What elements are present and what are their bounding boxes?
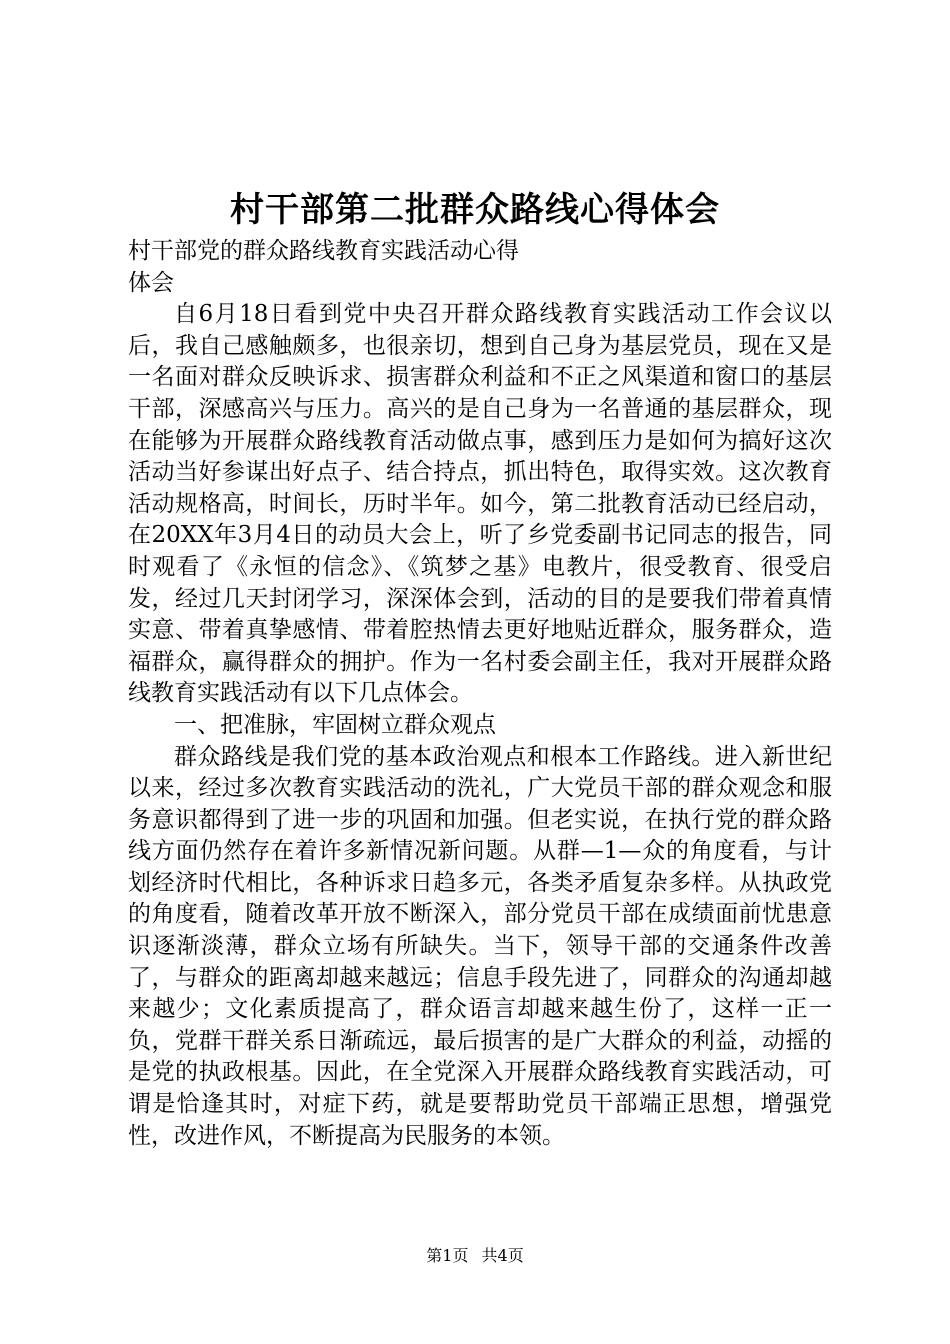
page-number-total: 共4页	[481, 1246, 524, 1265]
subtitle-line-2: 体会	[128, 269, 174, 296]
paragraph-section-1: 群众路线是我们党的基本政治观点和根本工作路线。进入新世纪以来，经过多次教育实践活动的洗礼，广大党员干部的群众观念和服务意识都得到了进一步的巩固和加强。但老实说，在执行党的群众路线方面仍然存在着许多新情况新问题。从群—1—众的角度看，与计划经济时代相比，各种诉求日趋多元，各类矛盾复杂多样。从执政党的角度看，随着改革开放不断深入，部分党员干部在成绩面前忧患意识逐渐淡薄，群众立场有所缺失。当下，领导干部的交通条件改善了，与群众的距离却越来越远；信息手段先进了，同群众的沟通却越来越少；文化素质提高了，群众语言却越来越生份了，这样一正一负，党群干群关系日渐疏远，最后损害的是广大群众的利益，动摇的是党的执政根基。因此，在全党深入开展群众路线教育实践活动，可谓是恰逢其时，对症下药，就是要帮助党员干部端正思想，增强党性，改进作风，不断提高为民服务的本领。	[128, 743, 832, 1149]
section-heading-1: 一、把准脉，牢固树立群众观点	[174, 711, 496, 738]
page-number-current: 第1页	[426, 1246, 469, 1265]
document-title: 村干部第二批群众路线心得体会	[230, 190, 720, 230]
document-body	[128, 236, 832, 1152]
subtitle-line-1: 村干部党的群众路线教育实践活动心得	[128, 238, 519, 264]
paragraph-intro: 自6月18日看到党中央召开群众路线教育实践活动工作会议以后，我自己感触颇多，也很亲切，想到自己身为基层党员，现在又是一名面对群众反映诉求、损害群众利益和不正之风渠道和窗口的基层干部，深感高兴与压力。高兴的是自己身为一名普通的基层群众，现在能够为开展群众路线教育活动做点事，感到压力是如何为搞好这次活动当好参谋出好点子、结合持点，抓出特色，取得实效。这次教育活动规格高，时间长，历时半年。如今，第二批教育活动已经启动，在20XX年3月4日的动员大会上，听了乡党委副书记同志的报告，同时观看了《永恒的信念》、《筑梦之基》电教片，很受教育、很受启发，经过几天封闭学习，深深体会到，活动的目的是要我们带着真情实意、带着真挚感情、带着腔热情去更好地贴近群众，服务群众，造福群众，赢得群众的拥护。作为一名村委会副主任，我对开展群众路线教育实践活动有以下几点体会。	[128, 301, 832, 707]
page-footer	[0, 1244, 950, 1268]
